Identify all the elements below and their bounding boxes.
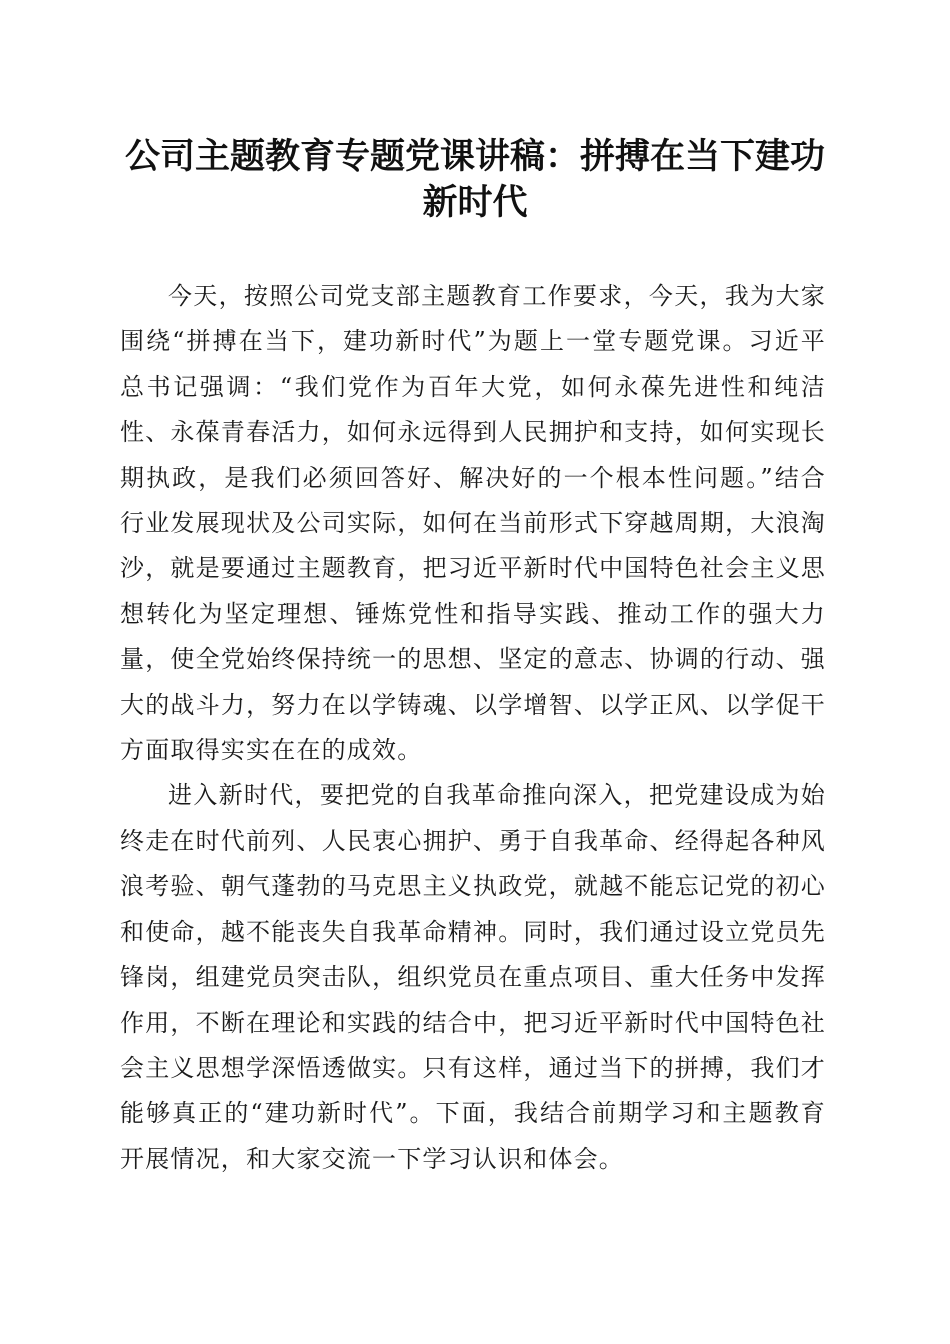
document-body — [120, 274, 826, 1182]
paragraph-2: 进入新时代，要把党的自我革命推向深入，把党建设成为始终走在时代前列、人民衷心拥护、勇于自我革命、经得起各种风浪考验、朝气蓬勃的马克思主义执政党，就越不能忘记党的初心和使命，越不能丧失自我革命精神。同时，我们通过设立党员先锋岗，组建党员突击队，组织党员在重点项目、重大任务中发挥作用，不断在理论和实践的结合中，把习近平新时代中国特色社会主义思想学深悟透做实。只有这样，通过当下的拼搏，我们才能够真正的“建功新时代”。下面，我结合前期学习和主题教育开展情况，和大家交流一下学习认识和体会。 — [120, 781, 826, 1173]
paragraph-1: 今天，按照公司党支部主题教育工作要求，今天，我为大家围绕“拼搏在当下，建功新时代”为题上一堂专题党课。习近平总书记强调：“我们党作为百年大党，如何永葆先进性和纯洁性、永葆青春活力，如何永远得到人民拥护和支持，如何实现长期执政，是我们必须回答好、解决好的一个根本性问题。”结合行业发展现状及公司实际，如何在当前形式下穿越周期，大浪淘沙，就是要通过主题教育，把习近平新时代中国特色社会主义思想转化为坚定理想、锤炼党性和指导实践、推动工作的强大力量，使全党始终保持统一的思想、坚定的意志、协调的行动、强大的战斗力，努力在以学铸魂、以学增智、以学正风、以学促干方面取得实实在在的成效。 — [120, 282, 826, 765]
document-title: 公司主题教育专题党课讲稿：拼搏在当下建功新时代 — [124, 136, 825, 223]
